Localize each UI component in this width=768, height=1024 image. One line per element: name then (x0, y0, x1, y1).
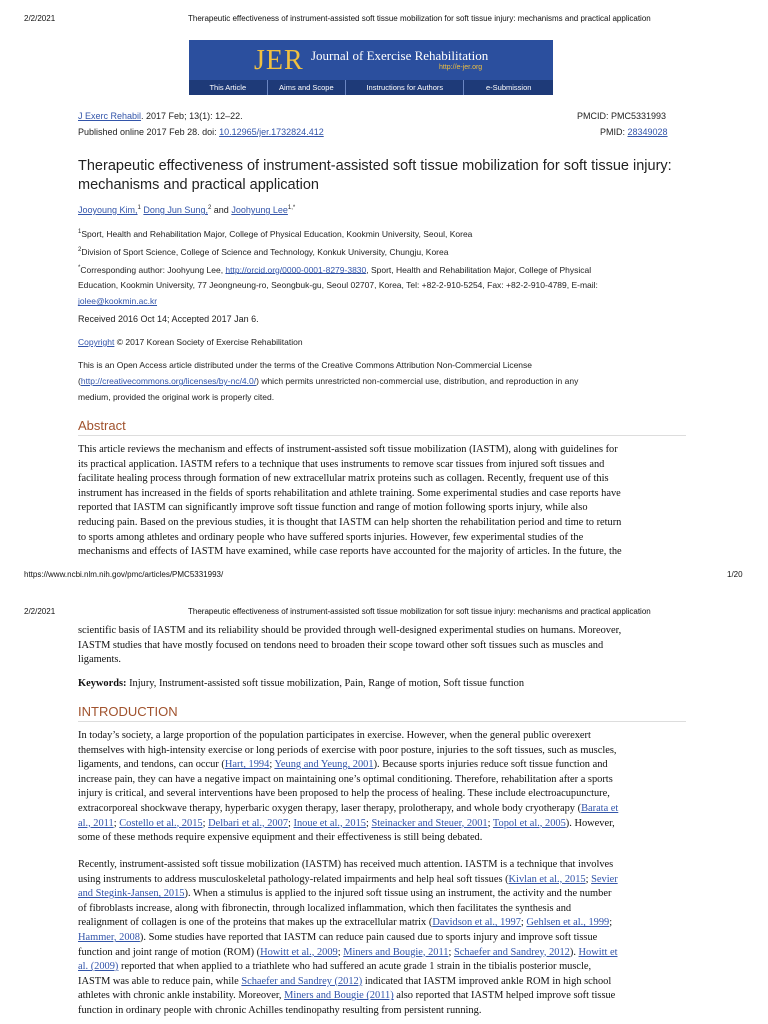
print-header-title: Therapeutic effectiveness of instrument-assisted soft tissue mobilization for soft tissue injury: mechanisms and practical application (188, 14, 651, 23)
intro-paragraph-1: In today’s society, a large proportion of the population participates in exercise. However, when the general public overexert themselves with high-intensity exercise or long periods of exercise with poor posture, injuries to the soft tissues, such as muscles, ligaments, and tendons, can occur (Hart, 1994; Yeung and Yeung, 2001). Because sports injuries reduce soft tissue function and increase pain, they can have a negative impact on maintaining one’s optimal conditioning. Therefore, rehabilitation after a sports injury is critical, and several interventions have been proposed to help the process of healing. These include electroacupuncture, extracorporeal shockwave therapy, hyperbaric oxygen therapy, laser therapy, prolotherapy, and whole body cryotherapy (Barata et al., 2011; Costello et al., 2015; Delbari et al., 2007; Inoue et al., 2015; Steinacker and Steuer, 2001; Topol et al., 2005). However, some of these methods require expensive equipment and their effectiveness is still being debated. (78, 730, 619, 844)
affiliation-1: $^1$Sport, Health and Rehabilitation Major, College of Physical Education, Kookmin University, Seoul, Korea (78, 228, 473, 239)
article-title: Therapeutic effectiveness of instrument-assisted soft tissue mobilization for soft tissue injury: mechanisms and practical application (78, 158, 672, 193)
reference-link[interactable]: Costello et al., 2015 (119, 817, 203, 829)
abstract-heading: Abstract (78, 418, 126, 433)
orcid-link[interactable]: http://orcid.org/0000-0001-8279-3830 (225, 264, 367, 275)
author-link[interactable]: Joohyung Lee (231, 205, 288, 215)
affiliation-2: $^2$Division of Sport Science, College of Science and Technology, Konkuk University, Chungju, Korea (78, 246, 449, 257)
print-date: 2/2/2021 (24, 607, 56, 616)
reference-link[interactable]: Miners and Bougie, 2011 (343, 946, 449, 958)
reference-link[interactable]: Yeung and Yeung, 2001 (274, 759, 374, 771)
license-text: This is an Open Access article distributed under the terms of the Creative Commons Attribution Non-Commercial License (http://creativecommons.org/licenses/by-nc/4.0/) which permits unrestricted non-commercial use, distribution, and reproduction in any medium, provided the original work is properly cited. (78, 360, 579, 402)
reference-link[interactable]: Delbari et al., 2007 (208, 817, 289, 829)
journal-link[interactable]: J Exerc Rehabil (78, 111, 142, 121)
abstract-continued: scientific basis of IASTM and its reliability should be provided through well-designed experimental studies on humans. Moreover, IASTM studies that have mostly focused on tendons need to broaden their scope toward other soft tissues such as muscles and ligaments. (78, 625, 622, 666)
journal-logo: JER (254, 45, 304, 76)
reference-link[interactable]: Sevier (591, 873, 618, 885)
reference-link[interactable]: Miners and Bougie (2011) (284, 990, 394, 1002)
page-number: 1/20 (727, 570, 743, 579)
reference-link[interactable]: Steinacker and Steuer, 2001 (371, 817, 488, 829)
pmcid: PMCID: PMC5331993 (577, 111, 667, 121)
abstract-body: This article reviews the mechanism and effects of instrument-assisted soft tissue mobilization (IASTM), along with guidelines for its practical application. IASTM refers to a technique that uses instruments to remove scar tissues from injured soft tissues and facilitate healing process through formation of new extracellular matrix proteins such as collagen. Recently, frequent use of this instrument has increased in the fields of sports rehabilitation and athlete training. Some experimental studies and case reports have reported that IASTM can significantly improve soft tissue function and range of motion following sports injury, while also reducing pain. Based on the previous studies, it is thought that IASTM can help shorten the rehabilitation period and time to return to sports among athletes and ordinary people who have suffered sports injuries. However, few experimental studies of the mechanisms and effects of IASTM have examined, while case reports have accounted for the majority of articles. In the future, the (78, 444, 622, 558)
reference-link[interactable]: Hammer, 2008 (78, 931, 140, 943)
nav-aims-scope[interactable]: Aims and Scope (268, 80, 347, 95)
introduction-heading: INTRODUCTION (78, 704, 178, 719)
doi-link[interactable]: 10.12965/jer.1732824.412 (219, 127, 324, 137)
journal-url: http://e-jer.org (439, 64, 483, 71)
authors: Jooyoung Kim,$^1$ Dong Jun Sung,$^2$ and Joohyung Lee$^{1,*}$ (78, 205, 296, 215)
email-link[interactable]: jolee@kookmin.ac.kr (78, 296, 158, 307)
reference-link[interactable]: Inoue et al., 2015 (293, 817, 366, 829)
journal-banner[interactable] (189, 40, 553, 95)
nav-e-submission[interactable]: e-Submission (486, 83, 532, 92)
nav-instructions[interactable]: Instructions for Authors (346, 80, 464, 95)
reference-link[interactable]: Kivlan et al., 2015 (508, 873, 586, 885)
print-header-title: Therapeutic effectiveness of instrument-assisted soft tissue mobilization for soft tissue injury: mechanisms and practical application (188, 607, 651, 616)
corresponding-author: *Corresponding author: Joohyung Lee, http://orcid.org/0000-0001-8279-3830, Sport, Health and Rehabilitation Major, College of Physical (78, 264, 592, 275)
reference-link[interactable]: Howitt et al., 2009 (260, 946, 338, 958)
citation-line: J Exerc Rehabil. 2017 Feb; 13(1): 12–22. (78, 111, 243, 121)
reference-link[interactable]: Gehlsen et al., 1999 (526, 917, 610, 929)
pmid-line: PMID: 28349028 (600, 127, 668, 137)
received-dates: Received 2016 Oct 14; Accepted 2017 Jan 6. (78, 314, 259, 324)
journal-nav (189, 80, 553, 95)
reference-link[interactable]: al. (2009) (78, 961, 119, 973)
print-date: 2/2/2021 (24, 14, 56, 23)
reference-link[interactable]: Schaefer and Sandrey, 2012 (453, 946, 570, 958)
copyright-link[interactable]: Copyright (78, 337, 115, 347)
keywords: Keywords: Injury, Instrument-assisted soft tissue mobilization, Pain, Range of motion, Soft tissue function (78, 678, 525, 689)
nav-this-article[interactable]: This Article (189, 80, 268, 95)
reference-link[interactable]: Schaefer and Sandrey (2012) (241, 975, 363, 987)
reference-link[interactable]: Hart, 1994 (224, 759, 270, 771)
divider (78, 721, 686, 722)
published-line: Published online 2017 Feb 28. doi: 10.12965/jer.1732824.412 (78, 127, 324, 137)
reference-link[interactable]: Barata et (581, 802, 619, 814)
journal-name: Journal of Exercise Rehabilitation (311, 48, 489, 63)
divider (78, 435, 686, 436)
print-url: https://www.ncbi.nlm.nih.gov/pmc/articles/PMC5331993/ (24, 570, 224, 579)
reference-link[interactable]: al., 2011 (78, 817, 114, 829)
affiliations: $^1$Sport, Health and Rehabilitation Major, College of Physical Education, Kookmin University, Seoul, Korea $^2$Division of Sport Science, College of Science and Technology, Konkuk University, Chungju, Korea *Corresponding author: Joohyung Lee, http://orcid.org/0000-0001-8279-3830, Sport, Health and Rehabilitation Major, College of Physical Education, Kookmin University, 77 Jeongneung-ro, Seongbuk-gu, Seoul 02707, Korea, Tel: +82-2-910-5254, Fax: +82-2-910-4789, E-mail: jolee@kookmin.ac.kr (78, 224, 598, 309)
license-link[interactable]: http://creativecommons.org/licenses/by-nc/4.0/ (80, 376, 257, 386)
pmid-link[interactable]: 28349028 (627, 127, 668, 137)
author-link[interactable]: Jooyoung Kim, (78, 205, 138, 215)
reference-link[interactable]: Topol et al., 2005 (492, 817, 566, 829)
reference-link[interactable]: Davidson et al., 1997 (432, 917, 521, 929)
intro-paragraph-2: Recently, instrument-assisted soft tissue mobilization (IASTM) has received much attention. IASTM is a technique that involves using instruments to address musculoskeletal pathology-related impairments and help heal soft tissues (Kivlan et al., 2015; Sevier and Stegink-Jansen, 2015). When a stimulus is applied to the injured soft tissue using an instrument, the activity and the number of fibroblasts increase, along with fibronectin, through localized inflammation, which then facilitates the synthesis and realignment of collagen is one of the proteins that makes up the extracellular matrix (Davidson et al., 1997; Gehlsen et al., 1999; Hammer, 2008). Some studies have reported that IASTM can reduce pain caused due to sports injury and improve soft tissue function and joint range of motion (ROM) (Howitt et al., 2009; Miners and Bougie, 2011; Schaefer and Sandrey, 2012). Howitt et al. (2009) reported that when applied to a triathlete who had suffered an acute grade 1 strain in the tibialis posterior muscle, IASTM was able to reduce pain, while Schaefer and Sandrey (2012) indicated that IASTM improved ankle ROM in high school athletes with chronic ankle instability. Moreover, Miners and Bougie (2011) also reported that IASTM helped improve soft tissue function in ordinary people with chronic Achilles tendinopathy resulting from persistent running. (78, 859, 618, 1016)
reference-link[interactable]: and Stegink-Jansen, 2015 (78, 888, 185, 900)
copyright: Copyright © 2017 Korean Society of Exercise Rehabilitation (78, 337, 303, 347)
reference-link[interactable]: Howitt et (578, 946, 618, 958)
author-link[interactable]: Dong Jun Sung, (143, 205, 208, 215)
